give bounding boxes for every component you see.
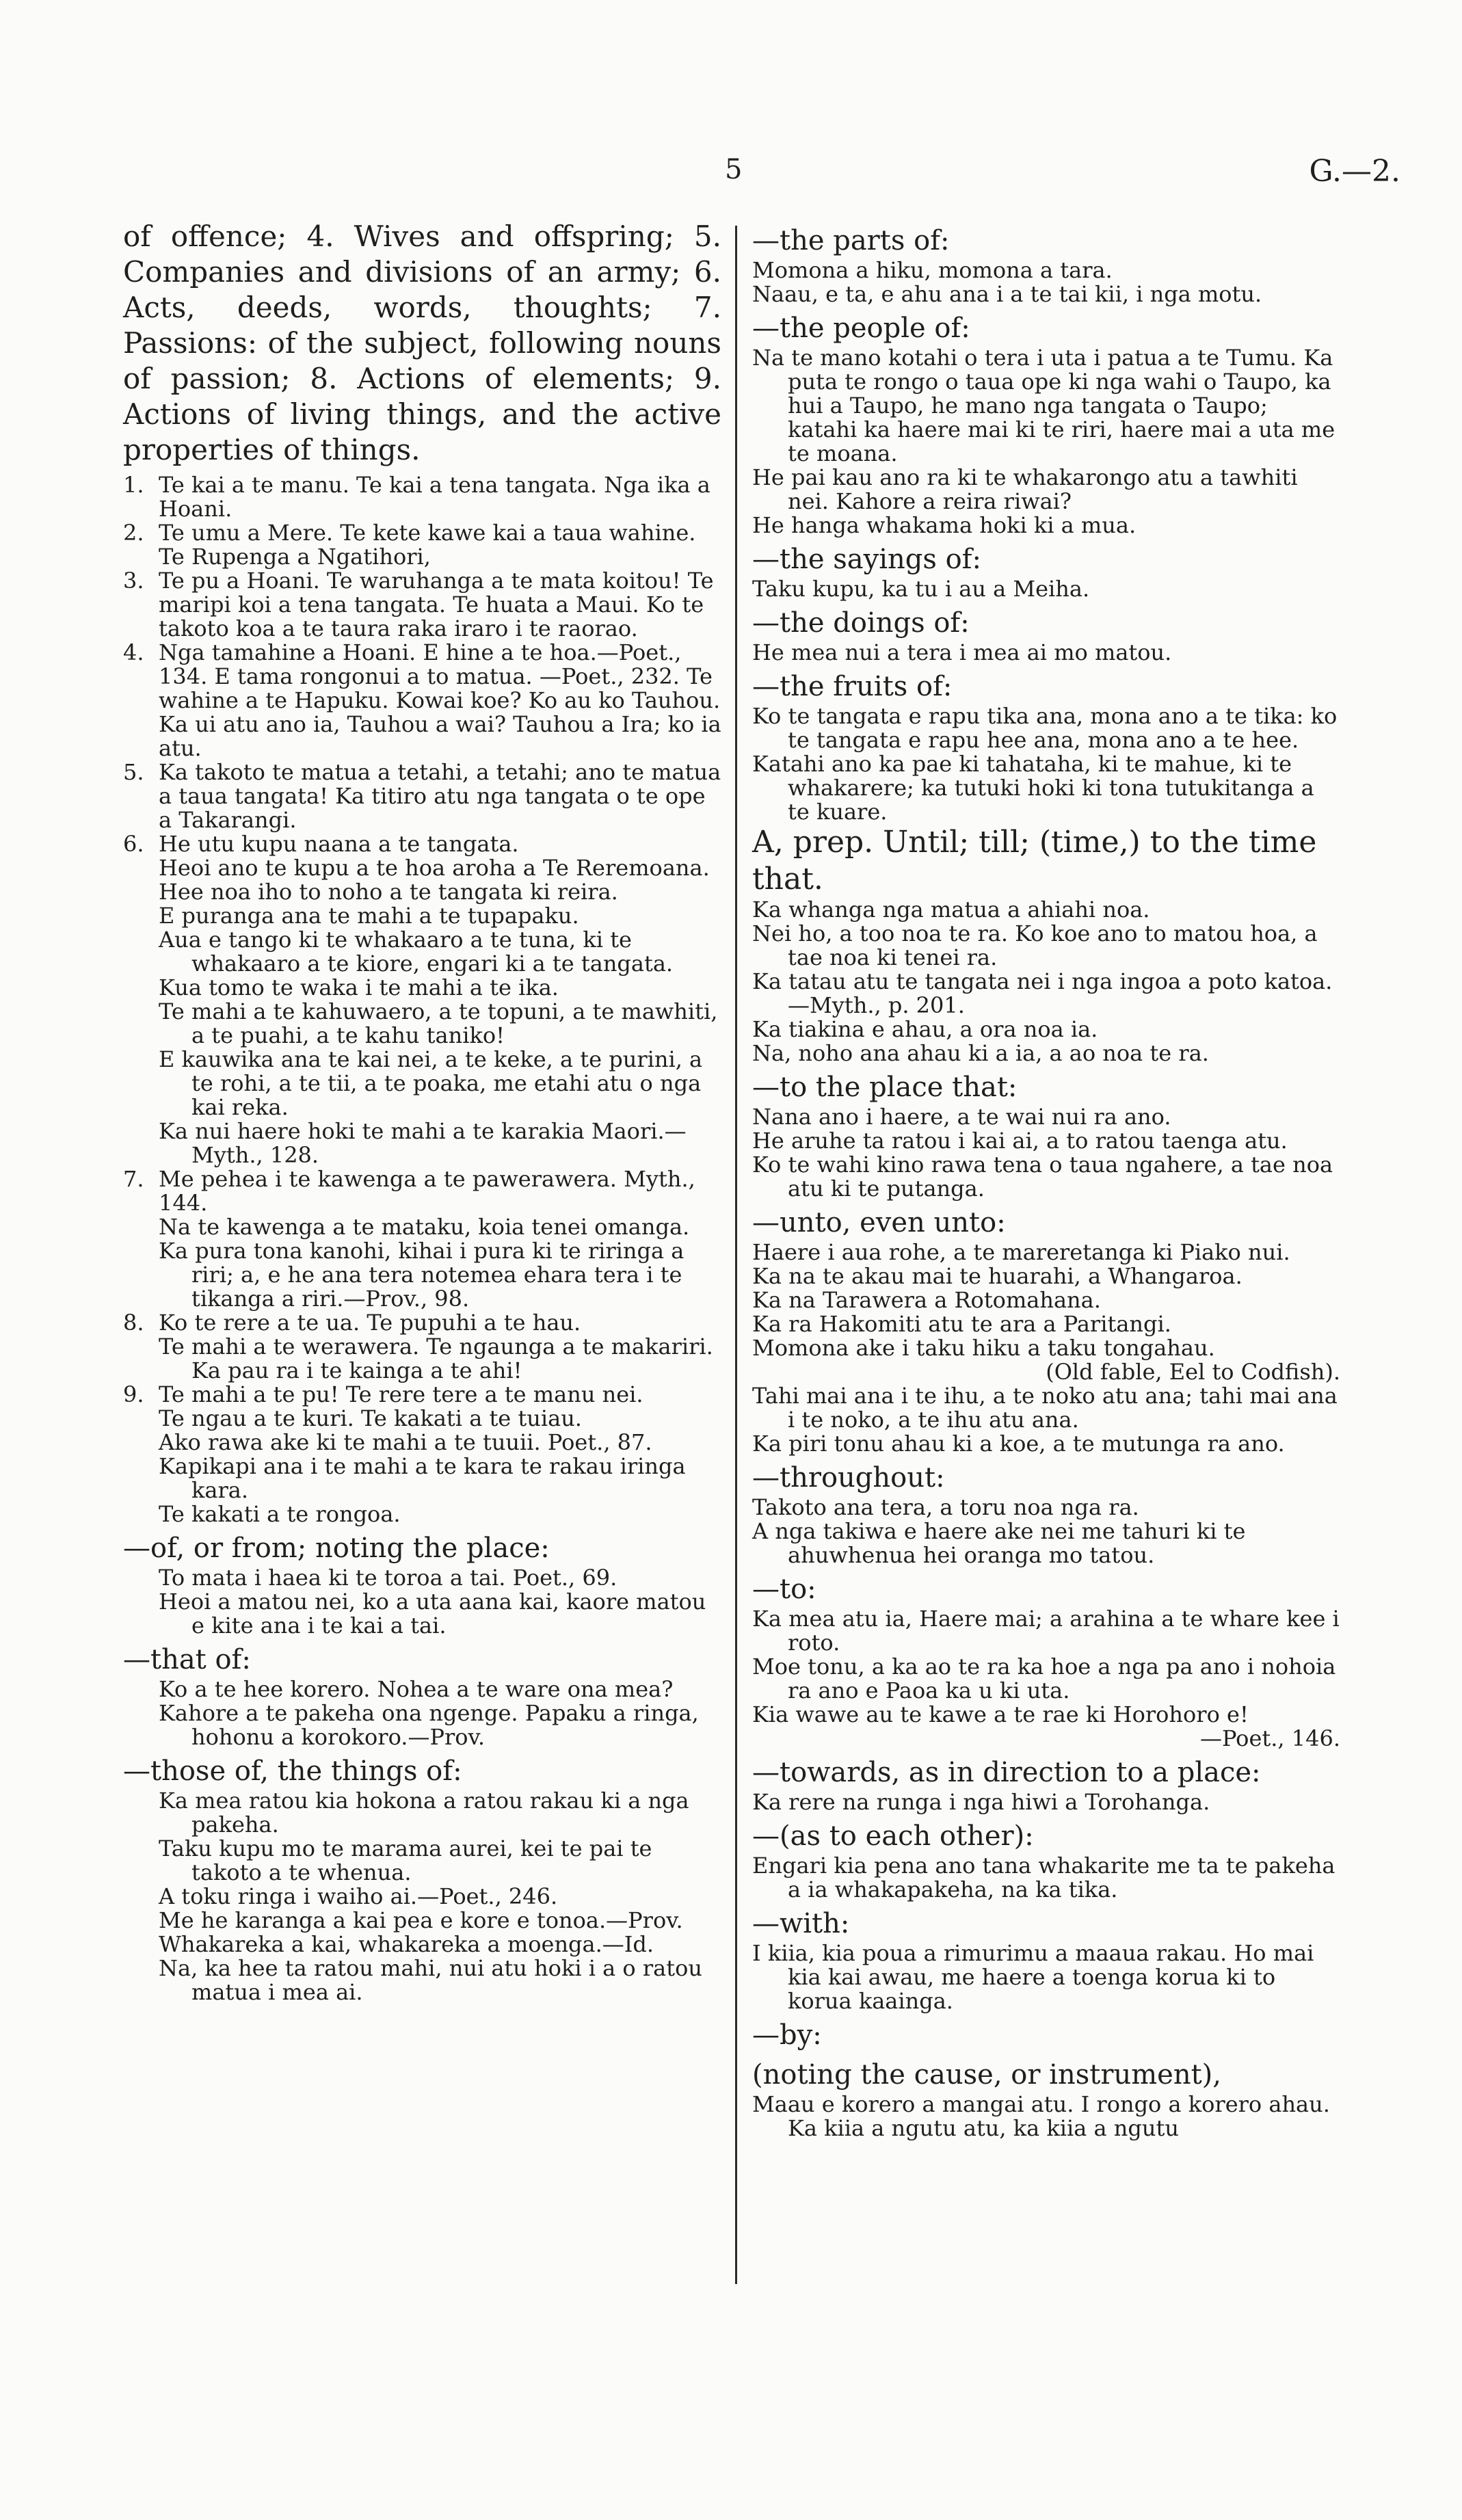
- numbered-example: [123, 641, 721, 760]
- example-sentence: He mea nui a tera i mea ai mo matou.: [752, 639, 1172, 665]
- example-sentence: Momona a hiku, momona a tara.: [752, 257, 1113, 283]
- numbered-example: [123, 1167, 721, 1215]
- example-sentence: Tahi mai ana i te ihu, a te noko atu ana; tahi mai ana i te noko, a te ihu atu ana.: [752, 1383, 1338, 1433]
- example-sentence: Ka piri tonu ahau ki a koe, a te mutunga ra ano.: [752, 1431, 1285, 1457]
- example-sentence: Ka mea ratou kia hokona a ratou rakau ki a nga pakeha.: [159, 1788, 689, 1838]
- example-text: He utu kupu naana a te tangata.: [159, 831, 519, 857]
- example-sentence: Kua tomo te waka i te mahi a te ika.: [159, 974, 559, 1000]
- sense-heading: —the people of:: [752, 313, 970, 344]
- example-sentence: Taku kupu mo te marama aurei, kei te pai te takoto a te whenua.: [159, 1835, 652, 1885]
- example-sentence: Te mahi a te kahuwaero, a te topuni, a te mawhiti, a te puahi, a te kahu taniko!: [159, 998, 718, 1048]
- example-number: 3.: [123, 568, 144, 594]
- example-sentence: He aruhe ta ratou i kai ai, a to ratou taenga atu.: [752, 1128, 1288, 1154]
- sense-heading: —of, or from; noting the place:: [123, 1533, 550, 1564]
- sense-heading: —with:: [752, 1908, 850, 1939]
- sense-heading: —(as to each other):: [752, 1820, 1034, 1852]
- example-sentence: Taku kupu, ka tu i au a Meiha.: [752, 576, 1090, 602]
- entry-heading: A, prep. Until; till; (time,) to the time that.: [752, 825, 1317, 897]
- example-sentence: Ka mea atu ia, Haere mai; a arahina a te whare kee i roto.: [752, 1606, 1340, 1656]
- sense-heading: —that of:: [123, 1644, 251, 1675]
- example-text: Me pehea i te kawenga a te pawerawera. Myth., 144.: [159, 1166, 695, 1216]
- example-sentence: Te mahi a te werawera. Te ngaunga a te makariri. Ka pau ra i te kainga a te ahi!: [159, 1334, 713, 1383]
- example-text: Te pu a Hoani. Te waruhanga a te mata koitou! Te maripi koi a tena tangata. Te huata a Maui. Ko te takoto koa a te taura raka iraro i te raorao.: [159, 568, 714, 641]
- example-number: 2.: [123, 520, 144, 546]
- example-sentence: Takoto ana tera, a toru noa nga ra.: [752, 1494, 1139, 1520]
- source-citation: —Poet., 146.: [1199, 1725, 1340, 1751]
- example-sentence: Na te mano kotahi o tera i uta i patua a te Tumu. Ka puta te rongo o taua ope ki nga wahi o Taupo, ka hui a Taupo, he mano nga tangata o Taupo; katahi ka haere mai ki te riri, haere mai a uta me te moana.: [752, 345, 1335, 466]
- example-sentence: Ka whanga nga matua a ahiahi noa.: [752, 897, 1150, 923]
- example-sentence: Ako rawa ake ki te mahi a te tuuii. Poet., 87.: [159, 1429, 652, 1455]
- example-sentence: Ka pura tona kanohi, kihai i pura ki te riringa a riri; a, e he ana tera notemea ehara tera i te tikanga a riri.—Prov., 98.: [159, 1238, 685, 1312]
- numbered-example: [123, 1311, 721, 1335]
- example-sentence: He hanga whakama hoki ki a mua.: [752, 512, 1137, 538]
- example-sentence: Na te kawenga a te mataku, koia tenei omanga.: [159, 1214, 690, 1240]
- numbered-example: [123, 832, 721, 856]
- sense-heading: —to the place that:: [752, 1072, 1018, 1103]
- right-column: [752, 219, 1340, 2140]
- example-number: 6.: [123, 831, 144, 857]
- page-number: 5: [725, 154, 743, 185]
- example-sentence: He pai kau ano ra ki te whakarongo atu a tawhiti nei. Kahore a reira riwai?: [752, 464, 1298, 514]
- example-sentence: Naau, e ta, e ahu ana i a te tai kii, i nga motu.: [752, 281, 1262, 307]
- example-sentence: Kia wawe au te kawe a te rae ki Horohoro e!: [752, 1701, 1249, 1727]
- example-number: 5.: [123, 759, 144, 785]
- example-number: 1.: [123, 472, 144, 498]
- sense-heading: —the parts of:: [752, 225, 950, 256]
- example-sentence: Te ngau a te kuri. Te kakati a te tuiau.: [159, 1405, 582, 1431]
- example-sentence: Ko a te hee korero. Nohea a te ware ona mea?: [159, 1676, 674, 1702]
- example-text: Ko te rere a te ua. Te pupuhi a te hau.: [159, 1310, 581, 1336]
- example-sentence: Na, ka hee ta ratou mahi, nui atu hoki i a o ratou matua i mea ai.: [159, 1955, 702, 2005]
- example-number: 8.: [123, 1310, 144, 1336]
- example-sentence: Momona ake i taku hiku a taku tongahau.: [752, 1335, 1215, 1361]
- example-sentence: To mata i haea ki te toroa a tai. Poet., 69.: [159, 1565, 617, 1591]
- example-text: Nga tamahine a Hoani. E hine a te hoa.—Poet., 134. E tama rongonui a to matua. —Poet., 232. Te wahine a te Hapuku. Kowai koe? Ko au ko Tauhou. Ka ui atu ano ia, Tauhou a wai? Tauhou a Ira; ko ia atu.: [159, 639, 721, 761]
- example-sentence: Katahi ano ka pae ki tahataha, ki te mahue, ki te whakarere; ka tutuki hoki ki tona tutukitanga a te kuare.: [752, 751, 1314, 825]
- sense-heading: —by:: [752, 2019, 822, 2051]
- example-sentence: Ko te tangata e rapu tika ana, mona ano a te tika: ko te tangata e rapu hee ana, mona ano a te hee.: [752, 703, 1338, 753]
- example-sentence: Heoi ano te kupu a te hoa aroha a Te Reremoana.: [159, 855, 710, 881]
- example-sentence: Nana ano i haere, a te wai nui ra ano.: [752, 1104, 1171, 1130]
- numbered-example: [123, 473, 721, 521]
- example-sentence: I kiia, kia poua a rimurimu a maaua rakau. Ho mai kia kai awau, me haere a toenga korua ki to korua kaainga.: [752, 1940, 1314, 2014]
- example-sentence: Hee noa iho to noho a te tangata ki reira.: [159, 879, 618, 905]
- sense-heading: —the doings of:: [752, 607, 970, 639]
- numbered-example: [123, 569, 721, 641]
- numbered-example: [123, 760, 721, 832]
- sense-heading: —those of, the things of:: [123, 1755, 462, 1787]
- document-reference: G.—2.: [1309, 154, 1400, 189]
- example-text: Te mahi a te pu! Te rere tere a te manu nei.: [159, 1381, 643, 1407]
- example-sentence: E kauwika ana te kai nei, a te keke, a te purini, a te rohi, a te tii, a te poaka, me etahi atu o nga kai reka.: [159, 1046, 703, 1120]
- sense-heading: —towards, as in direction to a place:: [752, 1757, 1261, 1788]
- numbered-example: [123, 521, 721, 569]
- example-sentence: Whakareka a kai, whakareka a moenga.—Id.: [159, 1931, 654, 1957]
- sense-heading: (noting the cause, or instrument),: [752, 2059, 1221, 2091]
- example-sentence: Ka nui haere hoki te mahi a te karakia Maori.—Myth., 128.: [159, 1118, 687, 1168]
- example-sentence: Ko te wahi kino rawa tena o taua ngahere, a tae noa atu ki te putanga.: [752, 1152, 1333, 1202]
- example-sentence: Engari kia pena ano tana whakarite me ta te pakeha a ia whakapakeha, na ka tika.: [752, 1853, 1335, 1902]
- numbered-example: [123, 1383, 721, 1407]
- example-sentence: Nei ho, a too noa te ra. Ko koe ano to matou hoa, a tae noa ki tenei ra.: [752, 920, 1318, 970]
- example-sentence: Me he karanga a kai pea e kore e tonoa.—Prov.: [159, 1907, 683, 1933]
- example-sentence: Ka tiakina e ahau, a ora noa ia.: [752, 1016, 1098, 1042]
- example-sentence: Ka tatau atu te tangata nei i nga ingoa a poto katoa.—Myth., p. 201.: [752, 968, 1333, 1018]
- example-number: 7.: [123, 1166, 144, 1192]
- example-sentence: Na, noho ana ahau ki a ia, a ao noa te ra.: [752, 1040, 1209, 1066]
- sense-heading: —unto, even unto:: [752, 1207, 1006, 1238]
- example-sentence: Kahore a te pakeha ona ngenge. Papaku a ringa, hohonu a korokoro.—Prov.: [159, 1700, 699, 1750]
- example-sentence: E puranga ana te mahi a te tupapaku.: [159, 903, 579, 929]
- sense-heading: —the sayings of:: [752, 544, 981, 575]
- example-text: Ka takoto te matua a tetahi, a tetahi; ano te matua a taua tangata! Ka titiro atu nga tangata o te ope a Takarangi.: [159, 759, 721, 833]
- intro-paragraph: of offence; 4. Wives and offspring; 5. Companies and divisions of an army; 6. Acts, deeds, words, thoughts; 7. Passions: of the subject, following nouns of passion; 8. Actions of elements; 9. Actions of living things, and the active properties of things.: [123, 220, 721, 466]
- example-sentence: Ka ra Hakomiti atu te ara a Paritangi.: [752, 1311, 1171, 1337]
- example-sentence: Kapikapi ana i te mahi a te kara te rakau iringa kara.: [159, 1453, 686, 1503]
- column-divider: [735, 226, 737, 2284]
- example-sentence: Ka na Tarawera a Rotomahana.: [752, 1287, 1101, 1313]
- example-sentence: A nga takiwa e haere ake nei me tahuri ki te ahuwhenua hei oranga mo tatou.: [752, 1518, 1246, 1568]
- sense-heading: —throughout:: [752, 1462, 945, 1494]
- sense-heading: —to:: [752, 1574, 816, 1605]
- example-sentence: Moe tonu, a ka ao te ra ka hoe a nga pa ano i nohoia ra ano e Paoa ka u ki uta.: [752, 1654, 1336, 1703]
- example-sentence: Haere i aua rohe, a te mareretanga ki Piako nui.: [752, 1239, 1290, 1265]
- example-sentence: Ka rere na runga i nga hiwi a Torohanga.: [752, 1789, 1210, 1815]
- example-sentence: Te kakati a te rongoa.: [159, 1501, 401, 1527]
- example-text: Te umu a Mere. Te kete kawe kai a taua wahine. Te Rupenga a Ngatihori,: [159, 520, 696, 570]
- example-number: 4.: [123, 639, 144, 665]
- example-sentence: Heoi a matou nei, ko a uta aana kai, kaore matou e kite ana i te kai a tai.: [159, 1589, 706, 1639]
- example-sentence: Ka na te akau mai te huarahi, a Whangaroa.: [752, 1263, 1242, 1289]
- example-number: 9.: [123, 1381, 144, 1407]
- sense-heading: —the fruits of:: [752, 671, 953, 702]
- example-sentence: Maau e korero a mangai atu. I rongo a korero ahau. Ka kiia a ngutu atu, ka kiia a ngutu: [752, 2091, 1330, 2141]
- example-text: Te kai a te manu. Te kai a tena tangata. Nga ika a Hoani.: [159, 472, 710, 522]
- left-column: [123, 219, 721, 2004]
- example-sentence: A toku ringa i waiho ai.—Poet., 246.: [159, 1883, 558, 1909]
- source-citation: (Old fable, Eel to Codfish).: [1046, 1359, 1340, 1385]
- example-sentence: Aua e tango ki te whakaaro a te tuna, ki te whakaaro a te kiore, engari ki a te tangata.: [159, 927, 674, 977]
